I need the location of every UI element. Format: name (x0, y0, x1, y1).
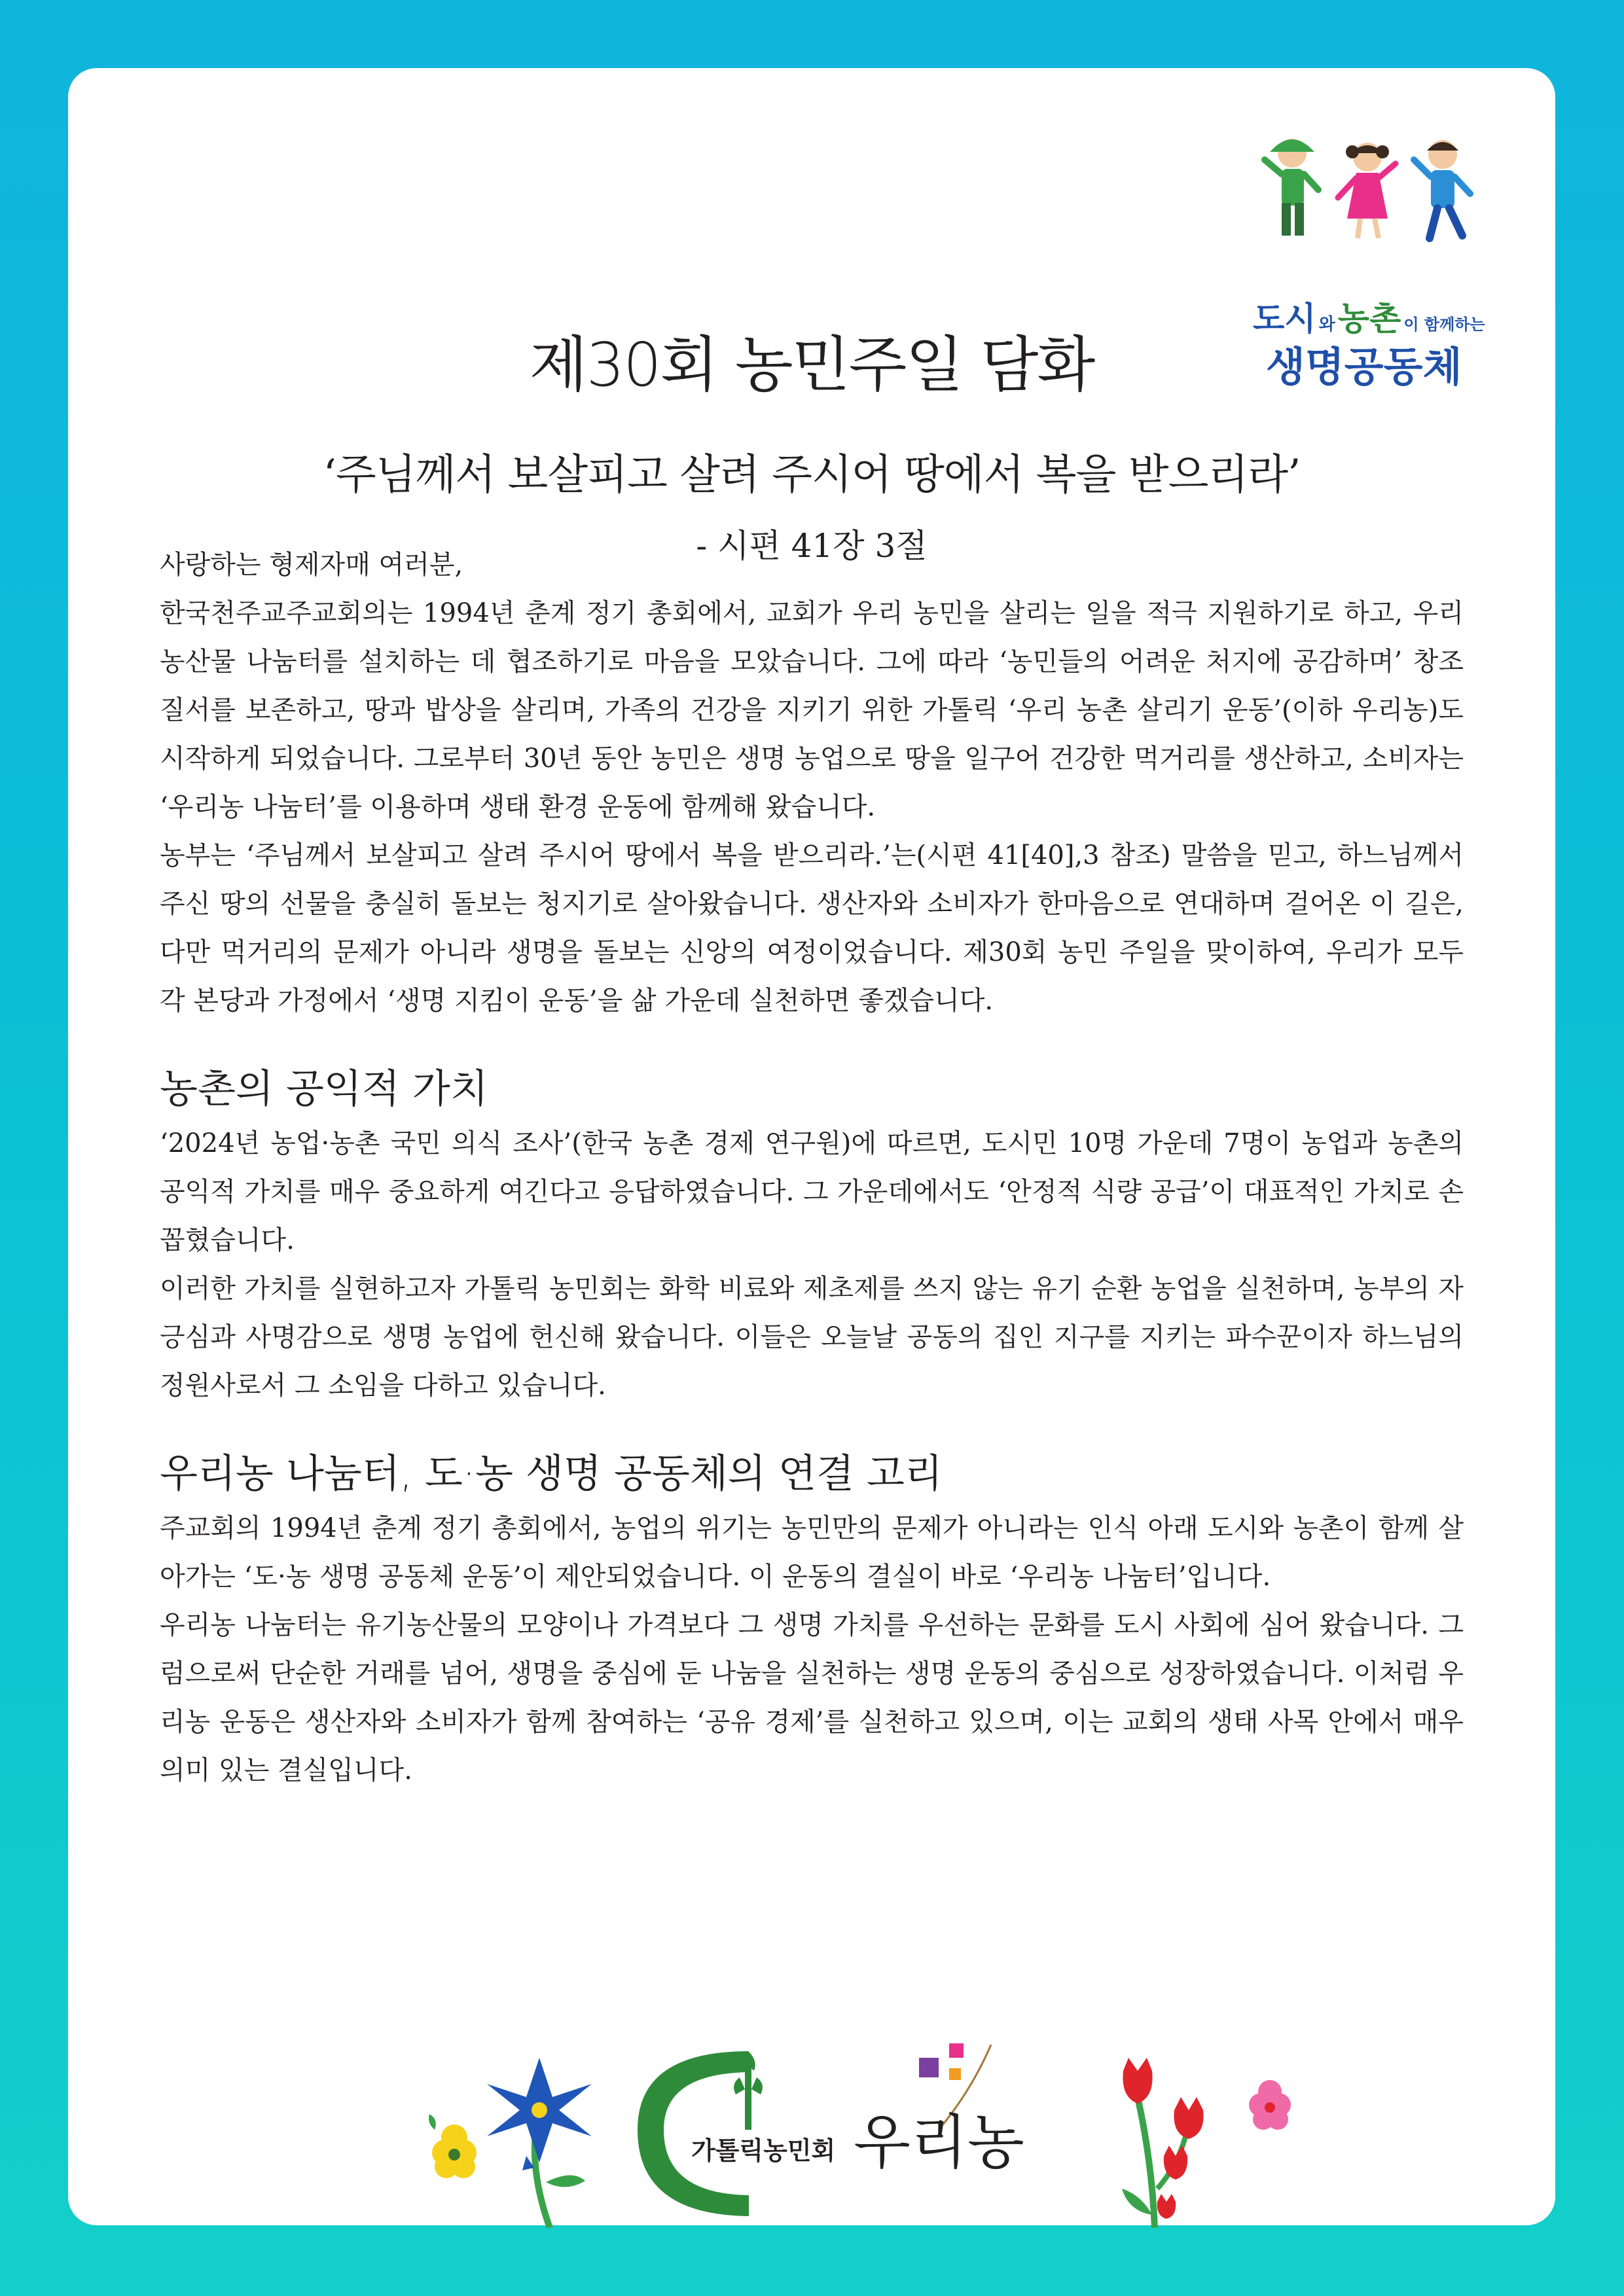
pink-flower-icon (1249, 2080, 1291, 2130)
section-paragraph: 우리농 나눔터는 유기농산물의 모양이나 가격보다 그 생명 가치를 우선하는 문화를 도시 사회에 심어 왔습니다. 그럼으로써 단순한 거래를 넘어, 생명을 중심에 둔 나눔을 실천하는 생명 운동의 중심으로 성장하였습니다. 이처럼 우리농 운동은 생산자와 소비자가 함께 참여하는 ‘공유 경제’를 실천하고 있으며, 이는 교회의 생태 사목 안에서 매우 의미 있는 결실입니다. (160, 1610, 1464, 1785)
section-heading: 우리농 나눔터, 도·농 생명 공동체의 연결 고리 (160, 1451, 943, 1497)
blue-flower-icon (487, 2058, 592, 2228)
intro-paragraph: 한국천주교주교회의는 1994년 춘계 정기 총회에서, 교회가 우리 농민을 살리는 일을 적극 지원하기로 하고, 우리 농산물 나눔터를 설치하는 데 협조하기로 마음을 모았습니다. 그에 따라 ‘농민들의 어려운 처지에 공감하며’ 창조 질서를 보존하고, 땅과 밥상을 살리며, 가족의 건강을 지키기 위한 가톨릭 ‘우리 농촌 살리기 운동’(이하 우리농)도 시작하게 되었습니다. 그로부터 30년 동안 농민은 생명 농업으로 땅을 일구어 건강한 먹거리를 생산하고, 소비자는 ‘우리농 나눔터’를 이용하며 생태 환경 운동에 함께해 왔습니다. (160, 598, 1464, 822)
org-name-urinong: 우리농 (854, 2108, 1024, 2177)
catholic-farmers-logo (638, 2051, 835, 2216)
red-tulip-icon (1122, 2058, 1204, 2228)
logo-text-village: 농촌 (1337, 300, 1401, 338)
section-paragraph: 주교회의 1994년 춘계 정기 총회에서, 농업의 위기는 농민만의 문제가 아니라는 인식 아래 도시와 농촌이 함께 살아가는 ‘도·농 생명 공동체 운동’이 제안되었습니다. 이 운동의 결실이 바로 ‘우리농 나눔터’입니다. (160, 1513, 1464, 1592)
logo-text-community: 생명공동체 (1266, 343, 1462, 391)
farmer-figure-icon (1265, 139, 1318, 236)
intro-section (160, 541, 1464, 1025)
logo-text-together: 이 함께하는 (1403, 315, 1485, 334)
org-name-catholic-farmers: 가톨릭농민회 (691, 2136, 836, 2165)
section-heading: 농촌의 공익적 가치 (160, 1066, 488, 1112)
logo-text-city: 도시 (1253, 300, 1316, 338)
footer-decoration (68, 2032, 1555, 2228)
section-paragraph: ‘2024년 농업·농촌 국민 의식 조사’(한국 농촌 경제 연구원)에 따르면, 도시민 10명 가운데 7명이 농업과 농촌의 공익적 가치를 매우 중요하게 여긴다고 응답하였습니다. 그 가운데에서도 ‘안정적 식량 공급’이 대표적인 가치로 손꼽혔습니다. (160, 1128, 1464, 1255)
document-title: 제30회 농민주일 담화 (529, 330, 1094, 400)
greeting-paragraph: 사랑하는 형제자매 여러분, (160, 550, 463, 580)
logo-text-and: 와 (1318, 315, 1335, 334)
girl-figure-icon (1338, 143, 1396, 238)
section-public-value (160, 1063, 1464, 1410)
section-paragraph: 이러한 가치를 실현하고자 가톨릭 농민회는 화학 비료와 제초제를 쓰지 않는 유기 순환 농업을 실천하며, 농부의 자긍심과 사명감으로 생명 농업에 헌신해 왔습니다. 이들은 오늘날 공동의 집인 지구를 지키는 파수꾼이자 하느님의 정원사로서 그 소임을 다하고 있습니다. (160, 1274, 1464, 1401)
document-card (68, 68, 1555, 2225)
yellow-flower-icon (429, 2114, 477, 2178)
theme-quote: ‘주님께서 보살피고 살려 주시어 땅에서 복을 받으리라’ (323, 451, 1301, 499)
intro-paragraph: 농부는 ‘주님께서 보살피고 살려 주시어 땅에서 복을 받으리라.’는(시편 41[40],3 참조) 말씀을 믿고, 하느님께서 주신 땅의 선물을 충실히 돌보는 청지기로 살아왔습니다. 생산자와 소비자가 한마음으로 연대하며 걸어온 이 길은, 다만 먹거리의 문제가 아니라 생명을 돌보는 신앙의 여정이었습니다. 제30회 농민 주일을 맞이하여, 우리가 모두 각 본당과 가정에서 ‘생명 지킴이 운동’을 삶 가운데 실천하면 좋겠습니다. (160, 840, 1464, 1016)
theme-source: - 시편 41장 3절 (696, 527, 928, 565)
urinong-logo (854, 2043, 1024, 2177)
boy-figure-icon (1414, 140, 1470, 238)
body-text (160, 541, 1464, 1795)
section-urinong (160, 1448, 1464, 1795)
